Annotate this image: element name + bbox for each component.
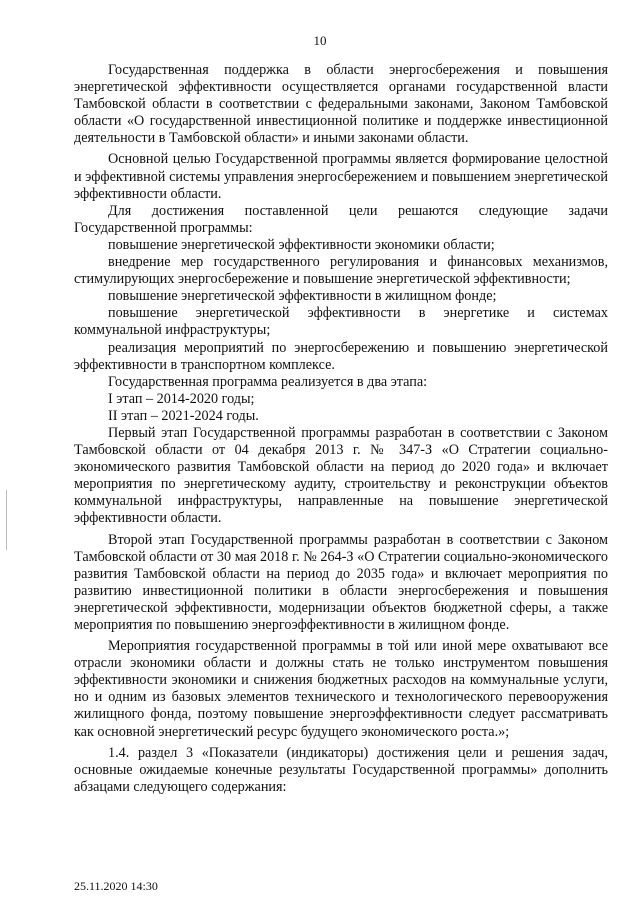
paragraph-first-stage: Первый этап Государственной программы разработан в соответствии с Законом Тамбовской области от 04 декабря 2013 г. № 347-З «О Стратегии социально-экономического развития Тамбовской области на период до 2020 года» и включает мероприятия по энергетическому аудиту, строительству и реконструкции объектов коммунальной инфраструктуры, направленные на повышение энергетической эффективности области. (74, 424, 608, 527)
paragraph-second-stage: Второй этап Государственной программы разработан в соответствии с Законом Тамбовской области от 30 мая 2018 г. № 264-З «О Стратегии социально-экономического развития Тамбовской области на период до 2035 года» и включает мероприятия по развитию инвестиционной политики в области энергосбережения и повышения энергетической эффективности, модернизации объектов бюджетной сферы, а также мероприятия по повышению энергоэффективности в жилищном фонде. (74, 531, 608, 633)
task-item: повышение энергетической эффективности в энергетике и системах коммунальной инфраструктуры; (74, 305, 608, 339)
document-body (74, 62, 608, 796)
stage-item: I этап – 2014-2020 годы; (108, 390, 255, 407)
margin-scan-mark (6, 490, 7, 550)
paragraph-section-amendment: 1.4. раздел 3 «Показатели (индикаторы) достижения цели и решения задач, основные ожидаемые конечные результаты Государственной программы» дополнить абзацами следующего содержания: (74, 744, 608, 795)
page-number: 10 (313, 33, 327, 48)
footer-datetime: 25.11.2020 14:30 (74, 879, 158, 893)
paragraph-state-support: Государственная поддержка в области энергосбережения и повышения энергетической эффективности осуществляется органами государственной власти Тамбовской области в соответствии с федеральными законами, Законом Тамбовской области «О государственной инвестиционной политике и поддержке инвестиционной деятельности в Тамбовской области» и иными законами области. (74, 62, 608, 147)
paragraph-tasks-intro: Для достижения поставленной цели решаются следующие задачи Государственной программы: (74, 202, 608, 236)
task-item: внедрение мер государственного регулирования и финансовых механизмов, стимулирующих энергосбережение и повышение энергетической эффективности; (74, 254, 608, 288)
paragraph-stages-intro: Государственная программа реализуется в два этапа: (108, 373, 428, 390)
paragraph-main-goal: Основной целью Государственной программы является формирование целостной и эффективной системы управления энергосбережением и повышением энергетической эффективности области. (74, 151, 608, 202)
paragraph-measures: Мероприятия государственной программы в той или иной мере охватывают все отрасли экономики области и должны стать не только инструментом повышения эффективности экономики и снижения бюджетных расходов на коммунальные услуги, но и одним из базовых элементов технического и технологического перевооружения жилищного фонда, поэтому повышение энергоэффективности следует рассматривать как основной энергетический ресурс будущего экономического роста.»; (74, 638, 608, 740)
stage-item: II этап – 2021-2024 годы. (108, 407, 259, 424)
task-item: реализация мероприятий по энергосбережению и повышению энергетической эффективности в транспортном комплексе. (74, 339, 608, 373)
task-item: повышение энергетической эффективности в жилищном фонде; (108, 288, 497, 305)
task-item: повышение энергетической эффективности экономики области; (108, 236, 495, 253)
